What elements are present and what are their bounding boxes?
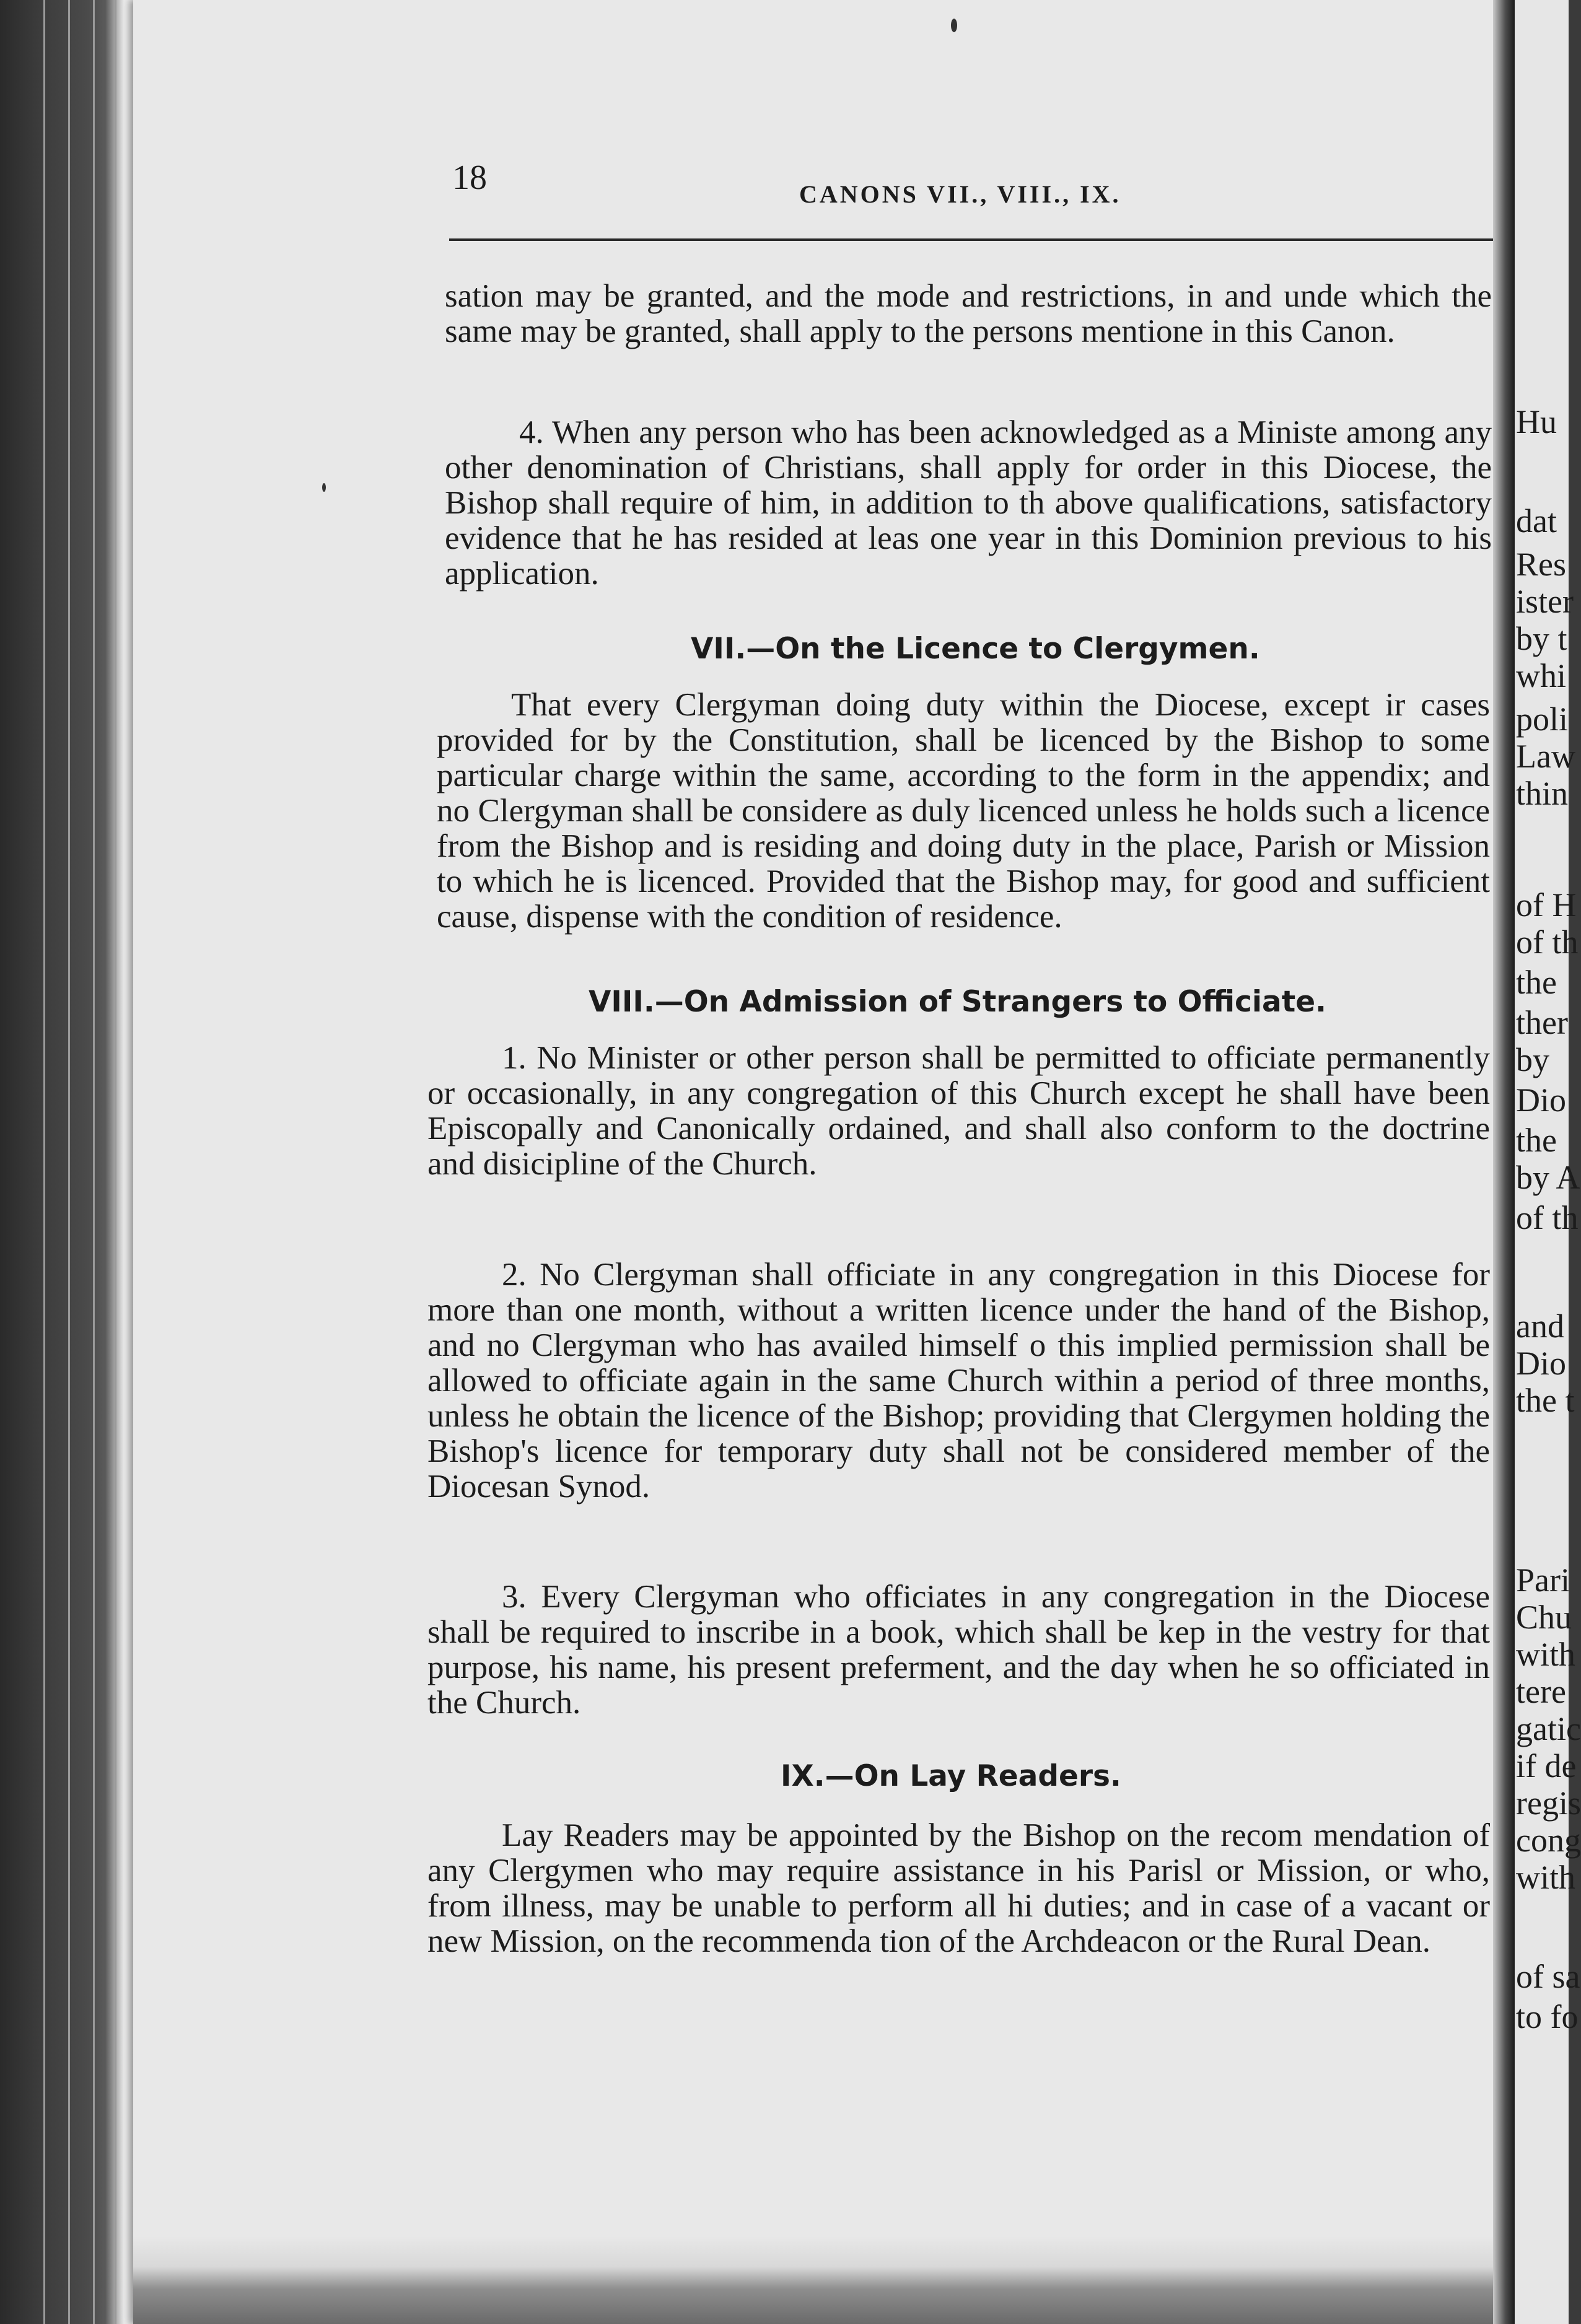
facing-page-fragment: of sa [1516,1958,1580,1995]
section-vii-body: That every Clergyman doing duty within the Diocese, except ir cases provided for by the Constitution, shall be licenced by the Bishop to some particular charge within the same, according to the form in the appendix; and no Clergyman shall be considere as duly licenced unless he holds such a licence from the Bishop and is residing and doing duty in the place, Parish or Mission to which he is licenced. Provided that the Bishop may, for good and sufficient cause, dispense with the condition of residence. [437,687,1490,935]
facing-page-fragment: the [1516,964,1557,1001]
ink-speck [951,19,957,32]
facing-page-fragment: Res [1516,546,1566,583]
facing-page-fragment: by A [1516,1159,1580,1196]
facing-page-fragment: cong [1516,1822,1581,1859]
facing-page-fragment: with [1516,1636,1576,1673]
section-viii-clause-2: 2. No Clergyman shall officiate in any congregation in this Diocese for more than one month, without a written licence under the hand of the Bishop, and no Clergyman who has availed himself o this implied permission shall be allowed to officiate again in the same Church within a period of three months, unless he obtain the licence of the Bishop; providing that Clergymen holding the Bishop's licence for temporary duty shall not be considered member of the Diocesan Synod. [427,1257,1490,1505]
facing-page-fragment: of th [1516,1199,1579,1236]
facing-page-fragment: Pari [1516,1562,1570,1599]
paragraph-4: 4. When any person who has been acknowledged as a Ministe among any other denomination of Christians, shall apply for order in this Diocese, the Bishop shall require of him, in addition to th above qualifications, satisfactory evidence that he has resided at leas one year in this Dominion previous to his application. [445,414,1492,592]
facing-page-fragment: by [1516,1041,1549,1078]
section-ix-body: Lay Readers may be appointed by the Bishop on the recom mendation of any Clergymen who may require assistance in his Parisl or Mission, or who, from illness, may be unable to perform all hi duties; and in case of a vacant or new Mission, on the recommenda tion of the Archdeacon or the Rural Dean. [427,1817,1490,1959]
page-number: 18 [452,159,487,197]
facing-page-fragment: Dio [1516,1081,1566,1119]
facing-page-fragment: of H [1516,886,1577,924]
facing-page-fragment: Hu [1516,403,1557,440]
section-viii-clause-3: 3. Every Clergyman who officiates in any congregation in the Diocese shall be required to inscribe in a book, which shall be kep in the vestry for that purpose, his name, his present preferment, and the day when he so officiated in the Church. [427,1579,1490,1721]
facing-page-fragment: of th [1516,924,1579,961]
facing-page-fragment: ister [1516,583,1574,620]
section-heading-ix: IX.—On Lay Readers. [781,1759,1121,1793]
facing-page-fragment: with [1516,1859,1576,1896]
facing-page-fragment: Chu [1516,1599,1572,1636]
section-viii-clause-1: 1. No Minister or other person shall be permitted to officiate permanently or occasionally, in any congregation of this Church except he shall have been Episcopally and Canonically ordained, and shall also conform to the doctrine and disicipline of the Church. [427,1040,1490,1182]
page-edge [43,0,45,2324]
page-edge [68,0,70,2324]
ink-speck [322,483,326,492]
facing-page-fragment: the [1516,1122,1557,1159]
continued-paragraph: sation may be granted, and the mode and restrictions, in and unde which the same may be granted, shall apply to the persons mentione in this Canon. [445,278,1492,349]
facing-page-fragment: regis [1516,1784,1581,1822]
facing-page-fragment: Law [1516,738,1575,775]
page-bottom-shadow [133,2236,1496,2324]
facing-page-fragment: by t [1516,620,1567,657]
facing-page-fragment: thin [1516,775,1569,812]
header-rule [449,238,1502,241]
facing-page-fragment: Dio [1516,1345,1566,1382]
facing-page-fragment: the t [1516,1382,1575,1419]
facing-page-fragment: to fo [1516,1998,1579,2035]
running-head: CANONS VII., VIII., IX. [799,180,1121,208]
section-heading-vii: VII.—On the Licence to Clergymen. [691,632,1260,666]
facing-page-fragment: poli [1516,701,1569,738]
facing-page [1515,0,1581,2324]
facing-page-fragment: and [1516,1308,1564,1345]
section-heading-viii: VIII.—On Admission of Strangers to Officiate. [589,985,1326,1019]
facing-page-fragment: whi [1516,657,1566,694]
page-edge [115,0,116,2324]
facing-page-fragment: dat [1516,502,1557,540]
facing-page-fragment: tere [1516,1673,1566,1710]
facing-page-fragment: gatic [1516,1710,1581,1747]
page-edge [93,0,95,2324]
facing-page-fragment: if de [1516,1747,1577,1784]
facing-page-fragment: ther [1516,1004,1568,1041]
